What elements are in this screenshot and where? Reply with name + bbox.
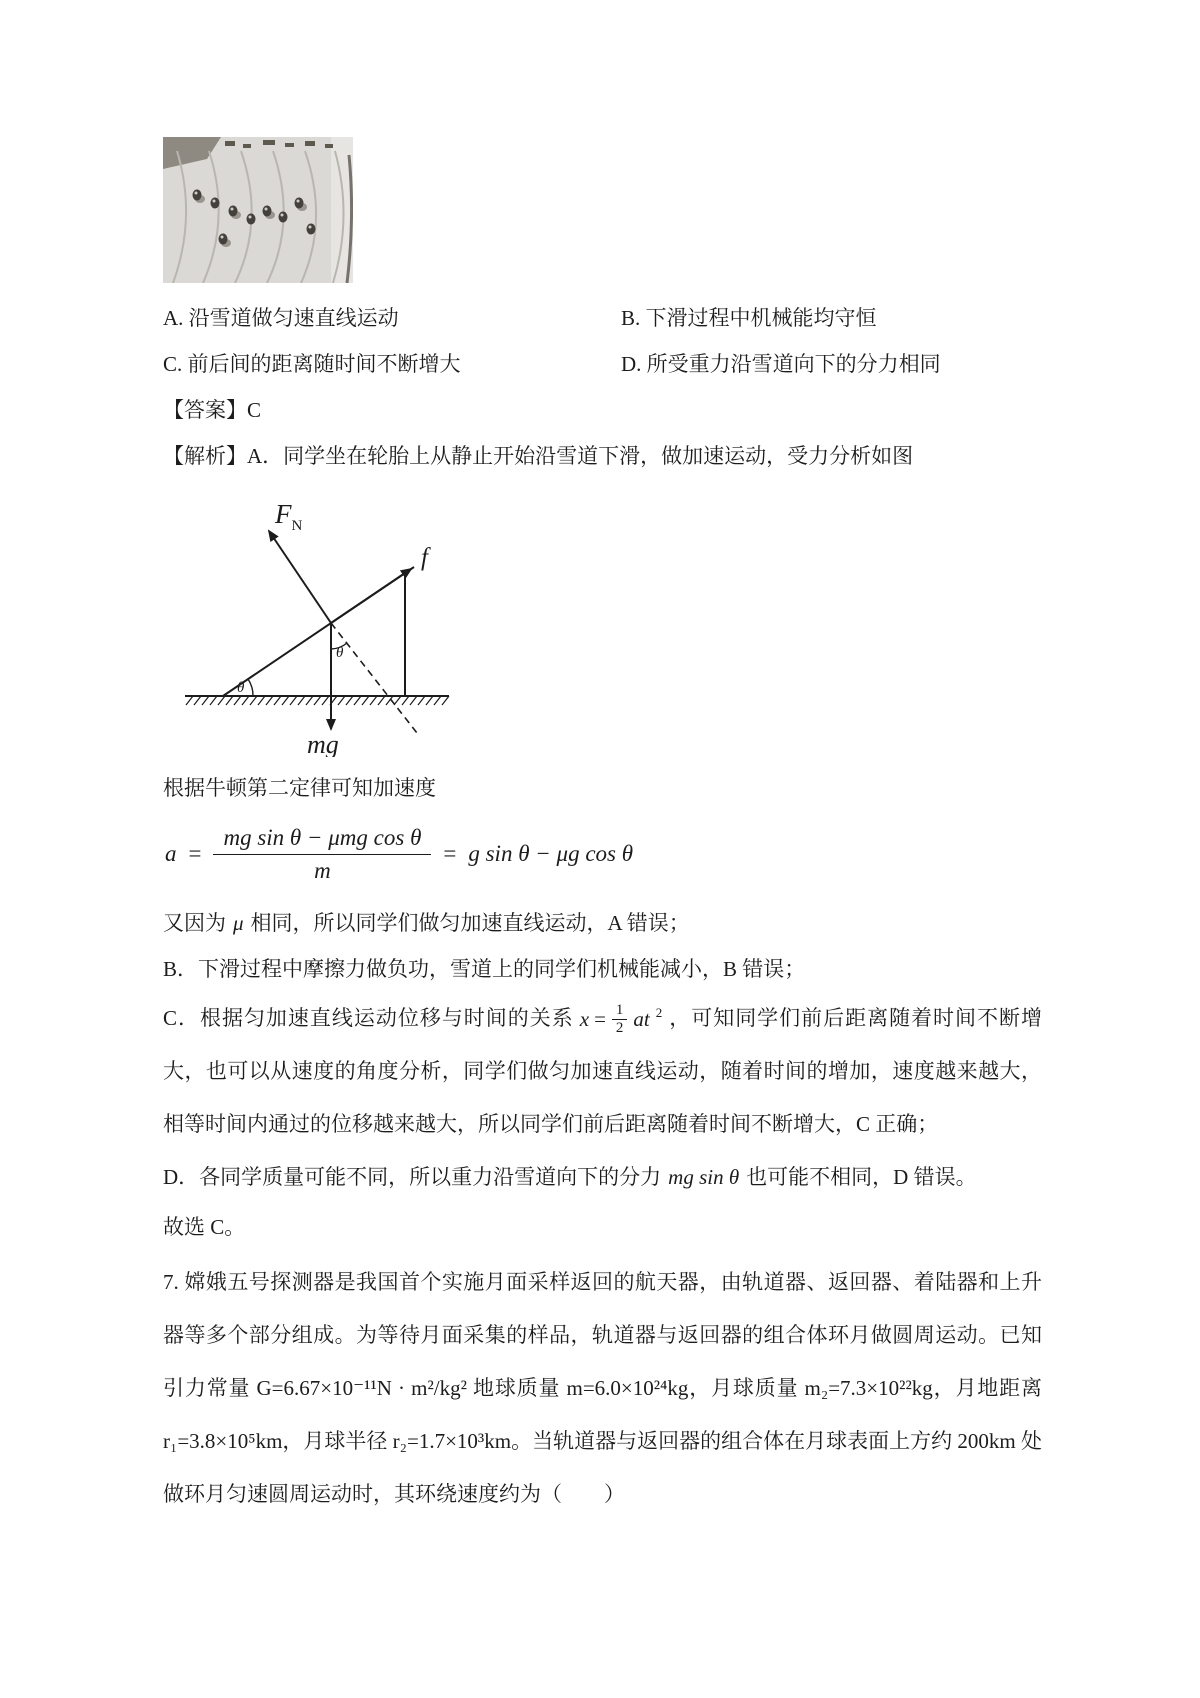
half-fraction: $\frac{1}{2}$ [612,1002,628,1038]
acceleration-formula [165,823,1042,886]
analysis-c-post: ，可知同学们前后距离随着时间不断增大，也可以从速度的角度分析，同学们做匀加速直线运动，随着时间的增加，速度越来越大，相等时间内通过的位移越来越大，所以同学们前后距离随着时间不断增大，C 正确； [163,1005,1042,1136]
term-at: at [633,1007,650,1032]
formula-lhs: a [165,841,177,867]
formula-denominator: m [213,854,431,886]
theta-top-label: θ [336,645,344,661]
analysis-d-pre: D．各同学质量可能不同，所以重力沿雪道向下的分力 [163,1164,662,1189]
force-diagram [181,491,1042,763]
mu-line-pre: 又因为 [163,910,226,935]
option-c: C. 前后间的距离随时间不断增大 [163,352,461,376]
friction-force-arrow [331,569,411,623]
formula-numerator: mg sin θ − μmg cos θ [223,825,422,850]
var-x: x [579,1007,590,1032]
conclusion-line: 故选 C。 [163,1214,246,1239]
theta-base-label: θ [237,680,245,696]
normal-force-label: $F_N$ [275,499,303,534]
analysis-c [163,992,1042,1151]
option-a: A. 沿雪道做匀速直线运动 [163,306,399,330]
option-d: D. 所受重力沿雪道向下的分力相同 [621,352,941,376]
snow-slope-photo [163,137,353,283]
analysis-intro: 【解析】A．同学坐在轮胎上从静止开始沿雪道下滑，做加速运动，受力分析如图 [163,444,914,468]
force-diagram-image [181,491,481,757]
options-grid [163,295,1042,387]
formula-equals-2: = [443,841,457,867]
friction-force-label: f [421,544,428,571]
analysis-d-post: 也可能不相同，D 错误。 [746,1164,977,1189]
answer-line: 【答案】C [163,398,262,422]
mu-symbol: μ [233,910,244,935]
formula-equals-1: = [188,841,202,867]
gravity-force-label: mg [307,730,339,757]
term-exponent: 2 [655,1004,663,1020]
mg-sin-theta: mg sin θ [668,1164,740,1189]
normal-force-arrow [269,531,331,623]
snow-slope-photo-image [163,137,353,283]
newton-law-line: 根据牛顿第二定律可知加速度 [163,776,436,800]
option-b: B. 下滑过程中机械能均守恒 [621,306,877,330]
analysis-b: B．下滑过程中摩擦力做负功，雪道上的同学们机械能减小，B 错误； [163,956,806,981]
analysis-c-pre: C．根据匀加速直线运动位移与时间的关系 [163,1005,574,1030]
question-7-text: 7. 嫦娥五号探测器是我国首个实施月面采样返回的航天器，由轨道器、返回器、着陆器和上升器等多个部分组成。为等待月面采集的样品，轨道器与返回器的组合体环月做圆周运动。已知引力常量 G=6.67×10⁻¹¹N · m²/kg² 地球质量 m=6.0×10²⁴kg，月球质量 m₂=7.3×10²²kg，月地距离 r₁=3.8×10⁵km，月球半径 r₂=1.7×10³km。当轨道器与返回器的组合体在月球表面上方约 200km 处做环月匀速圆周运动时，其环绕速度约为（ ） [163,1269,1042,1506]
analysis-a-conclusion [163,900,1042,946]
displacement-formula [580,1002,663,1038]
formula-rhs: g sin θ − μg cos θ [468,841,634,867]
equals-sign: = [594,1007,606,1032]
theta-base-arc [248,679,253,696]
mu-line-post: 相同，所以同学们做匀加速直线运动，A 错误； [250,910,690,935]
formula-fraction [213,823,431,886]
ground-hatching [186,696,449,705]
analysis-d [163,1151,1042,1204]
